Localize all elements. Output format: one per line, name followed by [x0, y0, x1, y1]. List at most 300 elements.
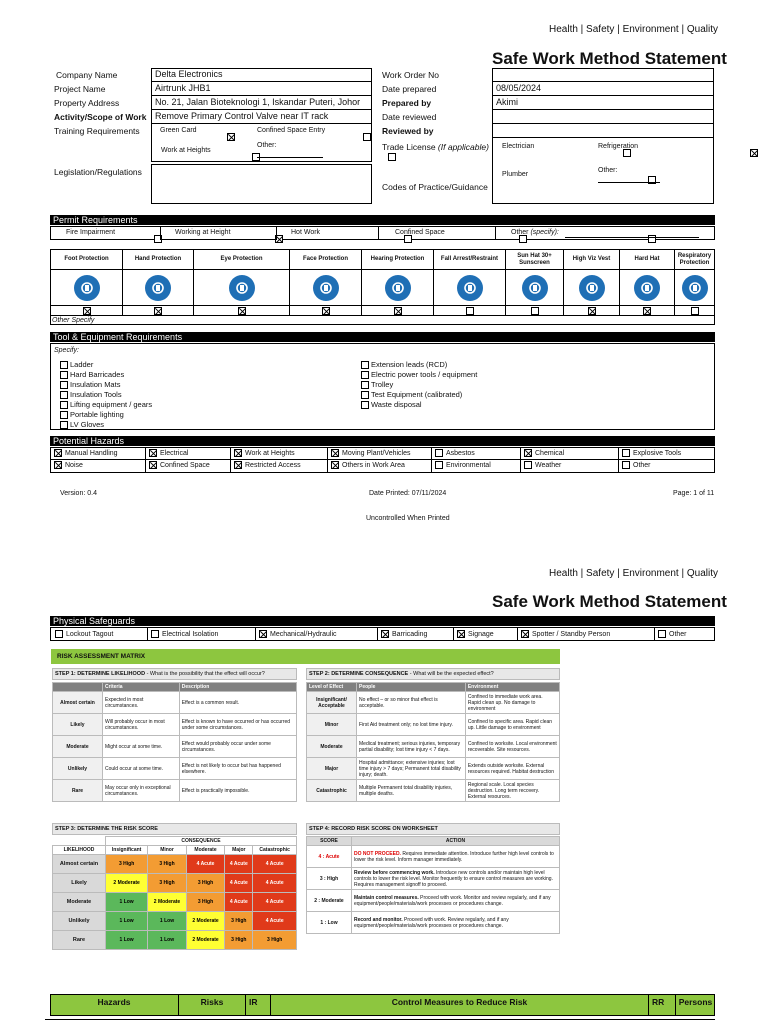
ppe-checkbox[interactable]: [588, 307, 596, 315]
likelihood-level: Almost certain: [53, 692, 103, 714]
tool-item[interactable]: [60, 410, 124, 420]
safeguard-label: Spotter / Standby Person: [532, 631, 611, 638]
step1-col-header: Criteria: [103, 683, 180, 692]
score-cell: 3 High: [148, 855, 187, 874]
step3-table: [52, 823, 297, 950]
score-row: [53, 931, 297, 950]
safeguard-item[interactable]: [55, 629, 113, 640]
score-row-label: Unlikely: [53, 912, 106, 931]
vest-icon: [579, 275, 605, 301]
consequence-level: Catastrophic: [307, 780, 357, 802]
page-title: Safe Work Method Statement: [492, 49, 727, 68]
action-text: Record and monitor. Proceed with work. Review regularly, and if any equipment/people/materials/work processes or procedures change.: [352, 912, 560, 934]
face-shield-icon: [313, 275, 339, 301]
score-cell: 4 Acute: [225, 893, 253, 912]
score-cell: 3 High: [186, 893, 225, 912]
step4-col-header: SCORE: [307, 837, 352, 846]
consequence-people: Hospital admittance; extensive injuries; lost time injury > 7 days; Permanent total disability injury; death.: [357, 758, 466, 780]
action-score: 3 : High: [307, 868, 352, 890]
date-prepared-value[interactable]: 08/05/2024: [496, 83, 542, 93]
tool-item[interactable]: [361, 380, 393, 390]
property-value[interactable]: No. 21, Jalan Bioteknologi 1, Iskandar Puteri, Johor: [155, 97, 361, 107]
hazards-title: Potential Hazards: [50, 436, 715, 446]
ppe-checkbox[interactable]: [154, 307, 162, 315]
consequence-people: Medical treatment; serious injuries, temporary partial disability; lost time injury < 7 days.: [357, 736, 466, 758]
safeguard-checkbox[interactable]: [259, 630, 267, 638]
score-cell: 3 High: [106, 855, 148, 874]
ppe-checkbox[interactable]: [238, 307, 246, 315]
likelihood-desc: Effect is not likely to occur but has happened elsewhere.: [179, 758, 296, 780]
hazard-item[interactable]: [231, 460, 328, 473]
hazard-checkbox[interactable]: [149, 461, 157, 469]
training-confined-space: Confined Space Entry: [257, 127, 326, 134]
label-reviewed-by: Reviewed by: [382, 126, 434, 136]
ppe-column: [193, 249, 289, 316]
action-row: [307, 912, 560, 934]
permit-title: Permit Requirements: [50, 215, 715, 225]
consequence-people: No effect – or so minor that effect is acceptable.: [357, 692, 466, 714]
ear-muffs-icon: [385, 275, 411, 301]
likelihood-level: Likely: [53, 714, 103, 736]
trade-license-note: (If applicable): [437, 142, 489, 152]
ppe-checkbox[interactable]: [466, 307, 474, 315]
action-text: Maintain control measures. Proceed with work. Monitor and review regularly, and if any equipment/people/materials/work processes or procedures change.: [352, 890, 560, 912]
ppe-header: Fall Arrest/Restraint: [434, 250, 505, 270]
likelihood-criteria: Expected in most circumstances.: [103, 692, 180, 714]
hazard-item[interactable]: [619, 460, 715, 473]
score-row: [53, 874, 297, 893]
tool-label: Test Equipment (calibrated): [371, 390, 463, 399]
trade-other: Other:: [598, 167, 618, 174]
consequence-level: Moderate: [307, 736, 357, 758]
action-score: 4 : Acute: [307, 846, 352, 868]
likelihood-criteria: Might occur at some time.: [103, 736, 180, 758]
tool-checkbox[interactable]: [361, 381, 369, 389]
label-date-reviewed: Date reviewed: [382, 112, 437, 122]
tool-label: Extension leads (RCD): [371, 360, 448, 369]
hazard-label: Other: [633, 462, 651, 469]
safeguard-label: Barricading: [392, 631, 428, 638]
action-row: [307, 890, 560, 912]
step3-heading: STEP 3: DETERMINE THE RISK SCORE: [52, 823, 297, 835]
consequence-col: Major: [225, 846, 253, 855]
date-reviewed-field[interactable]: [492, 110, 714, 124]
hard-hat-icon: [634, 275, 660, 301]
tools-specify: Specify:: [54, 347, 79, 354]
permit-confined: Confined Space: [395, 229, 445, 236]
safeguards-row: [50, 627, 715, 641]
permit-other-specify: (specify):: [530, 229, 559, 236]
hazard-item[interactable]: [619, 447, 715, 460]
label-company: Company Name: [56, 70, 118, 80]
tool-item[interactable]: [60, 400, 152, 410]
hazard-item[interactable]: [50, 447, 146, 460]
respirator-icon: [682, 275, 708, 301]
safeguard-checkbox[interactable]: [521, 630, 529, 638]
score-cell: 4 Acute: [253, 874, 297, 893]
hazard-checkbox[interactable]: [234, 461, 242, 469]
hazard-checkbox[interactable]: [331, 461, 339, 469]
score-cell: 4 Acute: [186, 855, 225, 874]
consequence-col: Minor: [148, 846, 187, 855]
action-text: Review before commencing work. Introduce new controls and/or maintain high level controls to lower the risk level. Monitor frequently to ensure control measures are working. Requires management signoff to proceed.: [352, 868, 560, 890]
label-property: Property Address: [54, 98, 120, 108]
tool-item[interactable]: [361, 390, 462, 400]
score-cell: 2 Moderate: [186, 912, 225, 931]
ppe-header: Hearing Protection: [362, 250, 433, 270]
tool-item[interactable]: [361, 400, 422, 410]
tool-label: Lifting equipment / gears: [70, 400, 153, 409]
hazard-item[interactable]: [328, 447, 432, 460]
permit-other-checkbox[interactable]: [648, 235, 656, 243]
ppe-column: [50, 249, 122, 316]
consequence-env: Confined to specific area. Rapid clean up. Little damage to environment: [465, 714, 559, 736]
ppe-header: Foot Protection: [51, 250, 122, 270]
trade-plumber: Plumber: [502, 171, 529, 178]
consequence-level: Minor: [307, 714, 357, 736]
score-cell: 4 Acute: [253, 855, 297, 874]
tool-checkbox[interactable]: [60, 381, 68, 389]
ppe-header: Respiratory Protection: [675, 250, 714, 270]
step2-col-header: People: [357, 683, 466, 692]
score-cell: 1 Low: [148, 912, 187, 931]
hazard-checkbox[interactable]: [54, 461, 62, 469]
safeguard-label: Electrical Isolation: [162, 631, 219, 638]
score-cell: 4 Acute: [253, 893, 297, 912]
safeguard-label: Other: [669, 631, 687, 638]
permit-fire: Fire Impairment: [66, 229, 116, 236]
training-work-at-heights: Work at Heights: [161, 147, 211, 154]
ppe-column: [122, 249, 193, 316]
score-cell: 2 Moderate: [148, 893, 187, 912]
tool-item[interactable]: [60, 380, 120, 390]
tool-label: Waste disposal: [371, 400, 422, 409]
action-row: [307, 868, 560, 890]
matrix-title: RISK ASSESSMENT MATRIX: [57, 653, 146, 660]
safeguard-checkbox[interactable]: [457, 630, 465, 638]
tool-checkbox[interactable]: [361, 401, 369, 409]
consequence-row: [307, 758, 560, 780]
worksheet-col-header: Hazards: [97, 997, 131, 1007]
ppe-column: [361, 249, 433, 316]
likelihood-row: [53, 736, 297, 758]
hazard-checkbox[interactable]: [435, 461, 443, 469]
tool-label: Electric power tools / equipment: [371, 370, 478, 379]
step2-heading: STEP 2: DETERMINE CONSEQUENCE - What will be the expected effect?: [306, 668, 560, 680]
hazard-label: Work at Heights: [245, 450, 295, 457]
tool-checkbox[interactable]: [361, 371, 369, 379]
worksheet-col-header: Control Measures to Reduce Risk: [270, 994, 648, 1016]
company-value[interactable]: Delta Electronics: [155, 69, 223, 79]
hazard-item[interactable]: [231, 447, 328, 460]
hazard-label: Confined Space: [160, 462, 210, 469]
tool-label: Ladder: [70, 360, 94, 369]
hazard-item[interactable]: [50, 460, 146, 473]
safeguard-item[interactable]: [658, 629, 687, 640]
hazard-checkbox[interactable]: [54, 449, 62, 457]
tool-checkbox[interactable]: [361, 361, 369, 369]
score-cell: 3 High: [253, 931, 297, 950]
hazard-checkbox[interactable]: [149, 449, 157, 457]
tool-label: Hard Barricades: [70, 370, 125, 379]
ppe-checkbox[interactable]: [394, 307, 402, 315]
ppe-column: [505, 249, 563, 316]
confined-space-checkbox[interactable]: [363, 133, 371, 141]
hazard-label: Asbestos: [446, 450, 475, 457]
tool-checkbox[interactable]: [60, 361, 68, 369]
likelihood-row: [53, 714, 297, 736]
score-cell: 3 High: [148, 874, 187, 893]
tool-item[interactable]: [60, 370, 124, 380]
likelihood-level: Rare: [53, 780, 103, 802]
ppe-checkbox[interactable]: [531, 307, 539, 315]
harness-icon: [457, 275, 483, 301]
label-activity: Activity/Scope of Work: [54, 112, 147, 122]
ppe-other-field[interactable]: [50, 315, 715, 325]
score-row-label: Almost certain: [53, 855, 106, 874]
header-tag: Health | Safety | Environment | Quality: [549, 24, 718, 35]
consequence-row: [307, 692, 560, 714]
hazard-label: Moving Plant/Vehicles: [342, 450, 411, 457]
label-training: Training Requirements: [54, 126, 140, 136]
safeguard-checkbox[interactable]: [55, 630, 63, 638]
hazard-checkbox[interactable]: [622, 449, 630, 457]
consequence-col: Catastrophic: [253, 846, 297, 855]
score-row: [53, 855, 297, 874]
tool-label: Insulation Tools: [70, 390, 122, 399]
boot-icon: [74, 275, 100, 301]
consequence-level: Insignificant/ Acceptable: [307, 692, 357, 714]
score-cell: 4 Acute: [225, 855, 253, 874]
ppe-column: [433, 249, 505, 316]
permit-height: Working at Height: [175, 229, 231, 236]
score-cell: 3 High: [186, 874, 225, 893]
ppe-header: Eye Protection: [194, 250, 289, 270]
likelihood-level: Unlikely: [53, 758, 103, 780]
tool-item[interactable]: [361, 370, 477, 380]
score-row: [53, 893, 297, 912]
prepared-by-value[interactable]: Akimi: [496, 97, 518, 107]
likelihood-row: [53, 692, 297, 714]
header-tag-2: Health | Safety | Environment | Quality: [549, 568, 718, 579]
ppe-header: Sun Hat 30+ Sunscreen: [506, 250, 563, 270]
reviewed-by-field[interactable]: [492, 124, 714, 138]
hazard-checkbox[interactable]: [524, 449, 532, 457]
consequence-row: [307, 714, 560, 736]
glove-icon: [145, 275, 171, 301]
safeguard-label: Lockout Tagout: [66, 631, 114, 638]
label-work-order: Work Order No: [382, 70, 439, 80]
step2-col-header: Level of Effect: [307, 683, 357, 692]
work-order-field[interactable]: [492, 68, 714, 82]
footer-version: Version: 0.4: [60, 490, 97, 497]
ppe-grid: [50, 249, 715, 316]
tool-checkbox[interactable]: [60, 401, 68, 409]
label-legislation: Legislation/Regulations: [54, 167, 142, 177]
ppe-header: Face Protection: [290, 250, 361, 270]
project-value[interactable]: Airtrunk JHB1: [155, 83, 211, 93]
footer-uncontrolled: Uncontrolled When Printed: [366, 515, 450, 522]
consequence-header: CONSEQUENCE: [106, 837, 297, 846]
permit-other: Other (specify):: [511, 229, 559, 236]
likelihood-row: [53, 758, 297, 780]
action-score: 1 : Low: [307, 912, 352, 934]
hazard-item[interactable]: [432, 447, 521, 460]
green-card-checkbox[interactable]: [227, 133, 235, 141]
step1-col-header: Description: [179, 683, 296, 692]
ppe-checkbox[interactable]: [643, 307, 651, 315]
tools-title: Tool & Equipment Requirements: [50, 332, 715, 342]
training-green-card: Green Card: [160, 127, 197, 134]
label-codes: Codes of Practice/Guidance: [382, 182, 488, 192]
score-cell: 2 Moderate: [106, 874, 148, 893]
likelihood-desc: Effect would probably occur under some circumstances.: [179, 736, 296, 758]
score-cell: 1 Low: [106, 893, 148, 912]
ppe-column: [674, 249, 715, 316]
sunscreen-icon: [522, 275, 548, 301]
likelihood-desc: Effect is known to have occurred or has occurred under some circumstances.: [179, 714, 296, 736]
step1-table: [52, 668, 297, 802]
ppe-other-specify: Other Specify: [52, 317, 95, 324]
ppe-checkbox[interactable]: [322, 307, 330, 315]
hazard-checkbox[interactable]: [331, 449, 339, 457]
likelihood-header: LIKELIHOOD: [53, 846, 106, 855]
page-title-2: Safe Work Method Statement: [492, 592, 727, 611]
tool-label: LV Gloves: [70, 420, 105, 429]
score-row-label: Rare: [53, 931, 106, 950]
activity-value[interactable]: Remove Primary Control Valve near IT rack: [155, 111, 329, 121]
hazard-label: Restricted Access: [245, 462, 301, 469]
action-row: [307, 846, 560, 868]
hazard-checkbox[interactable]: [234, 449, 242, 457]
tool-checkbox[interactable]: [60, 421, 68, 429]
worksheet-col-header: Persons: [675, 994, 715, 1016]
hazard-label: Manual Handling: [65, 450, 118, 457]
score-cell: 3 High: [225, 912, 253, 931]
trade-refrigeration: Refrigeration: [598, 143, 639, 150]
likelihood-level: Moderate: [53, 736, 103, 758]
ppe-column: [619, 249, 674, 316]
safeguard-label: Mechanical/Hydraulic: [270, 631, 337, 638]
safeguard-checkbox[interactable]: [151, 630, 159, 638]
score-cell: 2 Moderate: [186, 931, 225, 950]
tool-checkbox[interactable]: [60, 391, 68, 399]
hazard-item[interactable]: [328, 460, 432, 473]
tool-item[interactable]: [361, 360, 447, 370]
hazard-label: Electrical: [160, 450, 189, 457]
worksheet-col-header: RR: [648, 994, 675, 1016]
goggles-icon: [229, 275, 255, 301]
label-prepared-by: Prepared by: [382, 98, 432, 108]
likelihood-criteria: May occur only in exceptional circumstances.: [103, 780, 180, 802]
worksheet-header: [50, 994, 715, 1016]
hazard-checkbox[interactable]: [435, 449, 443, 457]
score-cell: 1 Low: [106, 912, 148, 931]
score-cell: 1 Low: [106, 931, 148, 950]
consequence-env: Regional scale. Local species destruction. Long term recovery. External resources.: [465, 780, 559, 802]
tool-checkbox[interactable]: [60, 371, 68, 379]
score-cell: 4 Acute: [253, 912, 297, 931]
safeguard-checkbox[interactable]: [381, 630, 389, 638]
label-date-prepared: Date prepared: [382, 84, 437, 94]
legislation-field[interactable]: [151, 164, 372, 204]
tool-item[interactable]: [60, 360, 93, 370]
trade-electrician: Electrician: [502, 143, 535, 150]
consequence-col: Moderate: [186, 846, 225, 855]
likelihood-row: [53, 780, 297, 802]
label-trade-license: Trade License (If applicable): [382, 142, 489, 152]
tool-checkbox[interactable]: [60, 411, 68, 419]
worksheet-col-header: Risks: [178, 994, 245, 1016]
hazard-item[interactable]: [146, 447, 231, 460]
permit-hot-work: Hot Work: [291, 229, 321, 236]
hazard-item[interactable]: [432, 460, 521, 473]
score-cell: 3 High: [225, 931, 253, 950]
consequence-row: [307, 780, 560, 802]
step4-heading: STEP 4: RECORD RISK SCORE ON WORKSHEET: [306, 823, 560, 835]
hazard-item[interactable]: [521, 447, 619, 460]
tool-item[interactable]: [60, 390, 122, 400]
consequence-row: [307, 736, 560, 758]
likelihood-desc: Effect is a common result.: [179, 692, 296, 714]
ppe-column: [563, 249, 619, 316]
ppe-header: High Viz Vest: [564, 250, 619, 270]
safeguard-item[interactable]: [381, 629, 427, 640]
consequence-col: Insignificant: [106, 846, 148, 855]
score-row-label: Likely: [53, 874, 106, 893]
safeguard-item[interactable]: [151, 629, 218, 640]
consequence-people: First Aid treatment only; no lost time injury.: [357, 714, 466, 736]
safeguard-checkbox[interactable]: [658, 630, 666, 638]
hazard-label: Environmental: [446, 462, 491, 469]
hazard-checkbox[interactable]: [622, 461, 630, 469]
training-other: Other:: [257, 142, 277, 149]
likelihood-criteria: Will probably occur in most circumstances.: [103, 714, 180, 736]
footer-printed: Date Printed: 07/11/2024: [369, 490, 447, 497]
ppe-checkbox[interactable]: [691, 307, 699, 315]
label-project: Project Name: [54, 84, 106, 94]
safeguard-item[interactable]: [259, 629, 337, 640]
action-text: DO NOT PROCEED. Requires immediate attention. Introduce further high level controls to lower the risk level. Inform manager immediately.: [352, 846, 560, 868]
step2-table: [306, 668, 560, 802]
hazard-item[interactable]: [521, 460, 619, 473]
safeguard-item[interactable]: [457, 629, 494, 640]
hazard-checkbox[interactable]: [524, 461, 532, 469]
consequence-env: Confined to immediate work area. Rapid clean up. No damage to environment: [465, 692, 559, 714]
hazard-label: Chemical: [535, 450, 565, 457]
hazard-item[interactable]: [146, 460, 231, 473]
refrigeration-checkbox[interactable]: [750, 149, 758, 157]
training-other-checkbox[interactable]: [388, 153, 396, 161]
worksheet-col-header: IR: [245, 994, 270, 1016]
consequence-level: Major: [307, 758, 357, 780]
ppe-header: Hard Hat: [620, 250, 674, 270]
tool-item[interactable]: [60, 420, 104, 430]
ppe-checkbox[interactable]: [83, 307, 91, 315]
consequence-env: Confined to worksite. Local environment recoverable. Site resources.: [465, 736, 559, 758]
step2-col-header: Environment: [465, 683, 559, 692]
tool-checkbox[interactable]: [361, 391, 369, 399]
hazards-grid: [50, 447, 715, 475]
safeguards-title: Physical Safeguards: [50, 616, 715, 626]
consequence-env: Extends outside worksite. External resources required. Habitat destruction: [465, 758, 559, 780]
score-cell: 4 Acute: [225, 874, 253, 893]
safeguard-item[interactable]: [521, 629, 610, 640]
ppe-header: Hand Protection: [123, 250, 193, 270]
tool-label: Insulation Mats: [70, 380, 121, 389]
action-score: 2 : Moderate: [307, 890, 352, 912]
tool-label: Portable lighting: [70, 410, 124, 419]
